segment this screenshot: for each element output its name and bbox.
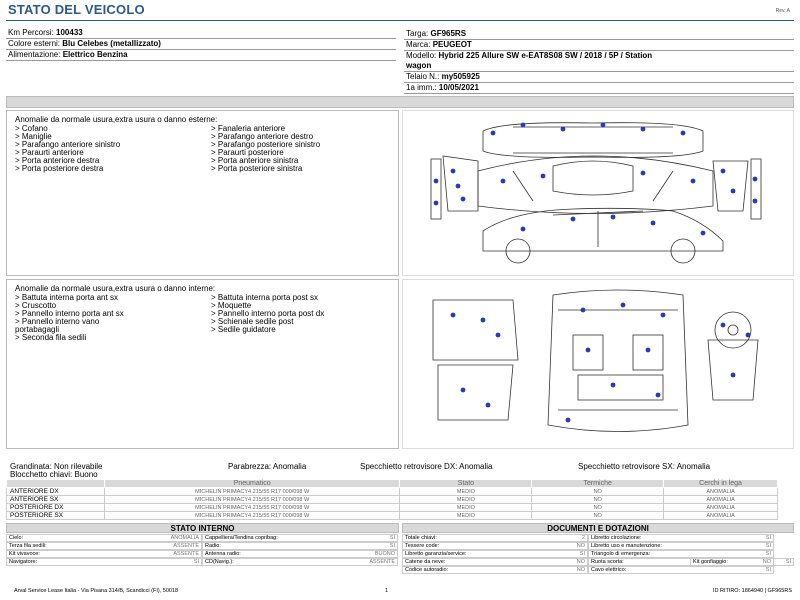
list-item: > Sedile guidatore [211, 325, 276, 334]
table-cell: ANTERIORE SX [7, 496, 105, 504]
list-item: > Battuta interna porta ant sx [15, 293, 118, 302]
title-divider [6, 20, 794, 21]
page-title: STATO DEL VEICOLO [8, 2, 145, 17]
detail-cell: Radio: SI [202, 542, 398, 550]
column-header: Termiche [532, 480, 664, 488]
modello: Modello: Hybrid 225 Allure SW e-EAT8S08 SW / 2018 / 5P / Station [406, 51, 653, 60]
specchietto-dx: Specchietto retrovisore DX: Anomalia [360, 462, 493, 471]
damage-dot [434, 179, 439, 184]
table-cell: MEDIO [400, 488, 532, 496]
kit-gonfiaggio: Kit gonfiaggio: SI [690, 558, 794, 566]
exterior-list-col2 [211, 125, 320, 173]
table-cell: ANTERIORE DX [7, 488, 105, 496]
column-header [7, 480, 105, 488]
damage-markers [434, 123, 758, 236]
damage-dot [731, 189, 736, 194]
damage-dot [701, 231, 706, 236]
damage-dot [541, 174, 546, 179]
list-item: > Pannello interno porta ant sx [15, 309, 124, 318]
detail-cell: Tessere code: NO [402, 542, 588, 550]
list-item: > Paraurti posteriore [211, 148, 284, 157]
table-row [7, 504, 778, 512]
damage-dot [561, 127, 566, 132]
list-item: > Porta anteriore sinistra [211, 156, 299, 165]
damage-dot [656, 393, 661, 398]
list-item: > Porta posteriore destra [15, 164, 104, 173]
damage-dot [571, 217, 576, 222]
list-item: > Parafango anteriore destro [211, 132, 314, 141]
damage-dot [641, 127, 646, 132]
damage-dot [451, 313, 456, 318]
detail-cell: Libretto garanzia/service: SI [402, 550, 588, 558]
damage-dot [721, 323, 726, 328]
damage-dot [601, 123, 606, 128]
damage-dot [456, 184, 461, 189]
detail-cell: Libretto uso e manutenzione: SI [588, 542, 774, 550]
table-cell: MICHELIN PRIMACY4 215/55 R17 000/098 W [104, 512, 400, 520]
damage-dot [691, 179, 696, 184]
alimentazione: Alimentazione: Elettrico Benzina [8, 50, 128, 59]
divider [6, 60, 396, 61]
detail-cell: Ruota scorta: NO [588, 558, 774, 566]
list-item: > Cofano [15, 124, 48, 133]
damage-dot [611, 383, 616, 388]
damage-dot [753, 199, 758, 204]
damage-dot [646, 348, 651, 353]
damage-dot [434, 201, 439, 206]
modello-cont: wagon [406, 61, 432, 70]
exterior-list-col1 [15, 125, 120, 173]
damage-dot [491, 131, 496, 136]
list-item: > Parafango anteriore sinistro [15, 140, 121, 149]
list-item: > Fanaleria anteriore [211, 124, 286, 133]
stato-interno-title: STATO INTERNO [6, 523, 399, 533]
detail-cell: Kit vivavoce: ASSENTE [6, 550, 202, 558]
table-cell: ANOMALIA [664, 504, 778, 512]
damage-markers [451, 303, 751, 423]
list-item: > Seconda fila sedili [15, 333, 87, 342]
list-item: > Schienale sedile post [211, 317, 294, 326]
detail-cell: Navigatore: SI [6, 558, 202, 566]
table-cell: NO [532, 496, 664, 504]
parabrezza: Parabrezza: Anomalia [228, 462, 307, 471]
list-item: > Maniglie [15, 132, 52, 141]
interior-damage-panel [6, 279, 399, 449]
table-cell: POSTERIORE SX [7, 512, 105, 520]
targa: Targa: GF965RS [406, 29, 467, 38]
km-percorsi: Km Percorsi: 100433 [8, 28, 83, 37]
detail-cell: Cavo elettrico: SI [588, 566, 774, 574]
detail-cell: Codice autoradio: NO [402, 566, 588, 574]
footer-page: 1 [385, 588, 389, 594]
specchietto-sx: Specchietto retrovisore SX: Anomalia [578, 462, 711, 471]
list-item: > Pannello interno vano [15, 317, 100, 326]
exterior-car-diagram [402, 110, 794, 276]
table-header-row [7, 480, 778, 488]
interior-list-col1 [15, 294, 124, 342]
list-item: portabagagli [15, 325, 60, 334]
interior-list-col2 [211, 294, 324, 334]
detail-cell: Triangolo di emergenza: SI [588, 550, 774, 558]
list-item: > Moquette [211, 301, 252, 310]
table-cell: MICHELIN PRIMACY4 215/55 R17 000/098 W [104, 504, 400, 512]
list-item: > Battuta interna porta post sx [211, 293, 318, 302]
table-cell: NO [532, 512, 664, 520]
list-item: > Porta anteriore destra [15, 156, 100, 165]
damage-dot [486, 403, 491, 408]
divider [404, 93, 794, 94]
table-row [7, 512, 778, 520]
blocchetto-chiavi: Blocchetto chiavi: Buono [10, 470, 98, 479]
damage-dot [496, 333, 501, 338]
damage-dot [586, 348, 591, 353]
damage-dot [746, 333, 751, 338]
detail-cell: Cielo: ANOMALIA [6, 534, 202, 542]
list-item: > Cruscotto [15, 301, 57, 310]
table-cell: ANOMALIA [664, 488, 778, 496]
detail-cell: Libretto circolazione: SI [588, 534, 774, 542]
table-cell: MEDIO [400, 496, 532, 504]
interior-heading: Anomalie da normale usura,extra usura o danno interne: [15, 284, 216, 293]
damage-dot [461, 388, 466, 393]
list-item: > Porta posteriore sinistra [211, 164, 303, 173]
table-row [7, 496, 778, 504]
damage-dot [566, 418, 571, 423]
damage-dot [721, 169, 726, 174]
table-cell: MEDIO [400, 504, 532, 512]
damage-dot [731, 373, 736, 378]
prima-immatricolazione: 1a imm.: 10/05/2021 [406, 83, 479, 92]
detail-cell: Cappelliera/Tendina copribag: SI [202, 534, 398, 542]
detail-cell: Terza fila sedili: ASSENTE [6, 542, 202, 550]
damage-dot [753, 177, 758, 182]
damage-dot [641, 171, 646, 176]
column-header: Cerchi in lega [664, 480, 778, 488]
damage-dot [501, 179, 506, 184]
exterior-damage-panel [6, 110, 399, 276]
tires-table [6, 479, 778, 520]
table-cell: ANOMALIA [664, 512, 778, 520]
damage-dot [581, 308, 586, 313]
column-header: Stato [400, 480, 532, 488]
list-item: > Pannello interno porta post dx [211, 309, 325, 318]
table-cell: NO [532, 488, 664, 496]
table-cell: MEDIO [400, 512, 532, 520]
damage-dot [521, 123, 526, 128]
damage-dot [621, 303, 626, 308]
telaio: Telaio N.: my505925 [406, 72, 480, 81]
damage-dot [651, 221, 656, 226]
list-item: > Parafango posteriore sinistro [211, 140, 321, 149]
detail-cell: Catene da neve: NO [402, 558, 588, 566]
detail-cell: Totale chiavi: 2 [402, 534, 588, 542]
list-item: > Paraurti anteriore [15, 148, 84, 157]
table-cell: NO [532, 504, 664, 512]
detail-cell: CD(Navig.): ASSENTE [202, 558, 398, 566]
revision-label: Rev. A [775, 8, 790, 14]
damage-dot [481, 318, 486, 323]
exterior-heading: Anomalie da normale usura,extra usura o danno esterne: [15, 115, 218, 124]
column-header: Pneumatico [104, 480, 400, 488]
table-cell: MICHELIN PRIMACY4 215/55 R17 000/098 W [104, 488, 400, 496]
section-band [6, 96, 794, 108]
footer-address: Arval Service Lease Italia - Via Pisana 314/B, Scandicci (FI), 50018 [14, 588, 179, 594]
grandinata: Grandinata: Non rilevabile [10, 462, 103, 471]
damage-dot [681, 131, 686, 136]
interior-car-diagram [402, 279, 794, 449]
table-row [7, 488, 778, 496]
table-cell: POSTERIORE DX [7, 504, 105, 512]
damage-dot [611, 215, 616, 220]
car-interior-drawing [403, 280, 793, 448]
colore-esterni: Colore esterni: Blu Celebes (metallizzato) [8, 39, 161, 48]
damage-dot [451, 169, 456, 174]
table-cell: MICHELIN PRIMACY4 215/55 R17 000/098 W [104, 496, 400, 504]
marca: Marca: PEUGEOT [406, 40, 472, 49]
damage-dot [661, 313, 666, 318]
car-exterior-drawing [403, 111, 793, 275]
damage-dot [521, 227, 526, 232]
table-cell: ANOMALIA [664, 496, 778, 504]
damage-dot [461, 197, 466, 202]
detail-cell: Antenna radio: BUONO [202, 550, 398, 558]
footer-ritiro: ID RITIRO: 1864940 | GF965RS [712, 588, 792, 594]
documenti-title: DOCUMENTI E DOTAZIONI [402, 523, 794, 533]
